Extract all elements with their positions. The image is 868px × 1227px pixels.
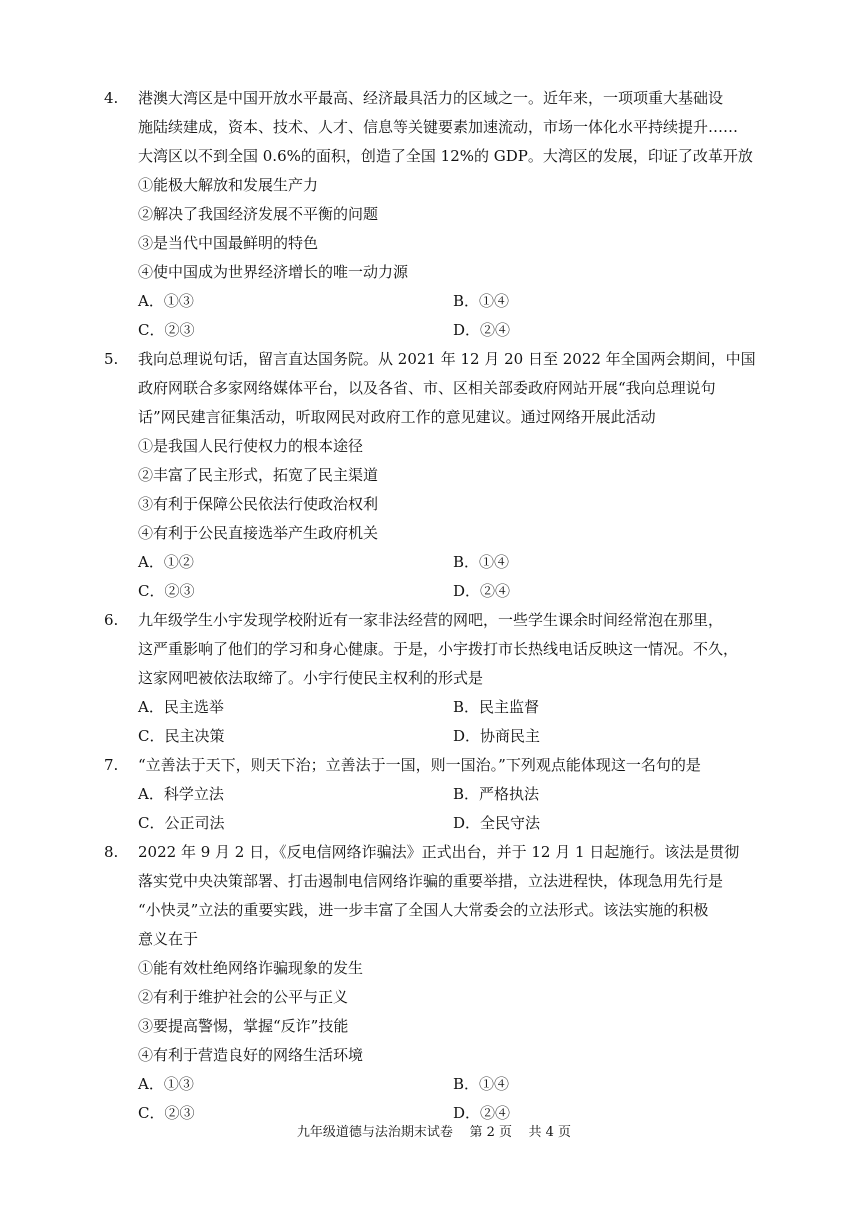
answer-option: B．民主监督 xyxy=(453,698,540,716)
statement-item: ②解决了我国经济发展不平衡的问题 xyxy=(138,205,379,223)
answer-option: C．②③ xyxy=(138,1104,195,1122)
question-5 xyxy=(104,345,768,606)
statement-item: ②丰富了民主形式，拓宽了民主渠道 xyxy=(138,466,379,484)
answer-option: A．科学立法 xyxy=(138,785,224,803)
answer-option: B．①④ xyxy=(453,292,510,310)
option-row xyxy=(138,780,768,809)
answer-option: D．全民守法 xyxy=(453,814,541,832)
option-row xyxy=(138,722,768,751)
question-7 xyxy=(104,751,768,838)
stem-line: 这家网吧被依法取缔了。小宇行使民主权利的形式是 xyxy=(138,669,484,687)
question-body xyxy=(138,838,768,1128)
answer-option: D．②④ xyxy=(453,582,511,600)
question-stem xyxy=(138,751,768,780)
option-row xyxy=(138,577,768,606)
stem-line: 大湾区以不到全国 0.6%的面积，创造了全国 12%的 GDP。大湾区的发展，印证了改革开放 xyxy=(138,147,753,165)
answer-option: B．①④ xyxy=(453,1075,510,1093)
statement-item: ③要提高警惕，掌握“反诈”技能 xyxy=(138,1017,349,1035)
answer-option: C．民主决策 xyxy=(138,727,225,745)
option-row xyxy=(138,548,768,577)
stem-line: 九年级学生小宇发现学校附近有一家非法经营的网吧，一些学生课余时间经常泡在那里， xyxy=(138,611,724,629)
option-row xyxy=(138,693,768,722)
statement-item: ③有利于保障公民依法行使政治权利 xyxy=(138,495,379,513)
question-stem xyxy=(138,345,768,432)
answer-option: C．②③ xyxy=(138,321,195,339)
option-row xyxy=(138,809,768,838)
stem-line: 政府网联合多家网络媒体平台，以及各省、市、区相关部委政府网站开展“我向总理说句 xyxy=(138,379,716,397)
stem-line: 话”网民建言征集活动，听取网民对政府工作的意见建议。通过网络开展此活动 xyxy=(138,408,656,426)
statement-item: ①是我国人民行使权力的根本途径 xyxy=(138,437,364,455)
answer-option: A．①② xyxy=(138,553,194,571)
answer-option: C．公正司法 xyxy=(138,814,225,832)
stem-line: 意义在于 xyxy=(138,930,199,948)
question-number: 4. xyxy=(104,89,119,107)
question-4 xyxy=(104,84,768,345)
option-row xyxy=(138,287,768,316)
answer-option: D．②④ xyxy=(453,321,511,339)
option-row xyxy=(138,316,768,345)
stem-line: 这严重影响了他们的学习和身心健康。于是，小宇拨打市长热线电话反映这一情况。不久， xyxy=(138,640,739,658)
answer-option: B．①④ xyxy=(453,553,510,571)
stem-line: “小快灵”立法的重要实践，进一步丰富了全国人大常委会的立法形式。该法实施的积极 xyxy=(138,901,709,919)
page-footer: 九年级道德与法治期末试卷 第 2 页 共 4 页 xyxy=(296,1125,572,1140)
question-number: 7. xyxy=(104,756,119,774)
question-number: 5. xyxy=(104,350,119,368)
option-row xyxy=(138,1070,768,1099)
answer-option: C．②③ xyxy=(138,582,195,600)
question-6 xyxy=(104,606,768,751)
question-stem xyxy=(138,84,768,171)
question-stem xyxy=(138,606,768,693)
stem-line: 港澳大湾区是中国开放水平最高、经济最具活力的区域之一。近年来，一项项重大基础设 xyxy=(138,89,724,107)
statement-item: ④有利于公民直接选举产生政府机关 xyxy=(138,524,379,542)
statement-item: ④使中国成为世界经济增长的唯一动力源 xyxy=(138,263,409,281)
answer-option: A．①③ xyxy=(138,1075,194,1093)
statement-item: ①能有效杜绝网络诈骗现象的发生 xyxy=(138,959,364,977)
stem-line: 落实党中央决策部署、打击遏制电信网络诈骗的重要举措，立法进程快，体现急用先行是 xyxy=(138,872,724,890)
question-list xyxy=(104,84,768,1128)
answer-option: A．民主选举 xyxy=(138,698,224,716)
question-body xyxy=(138,345,768,606)
question-number: 8. xyxy=(104,843,119,861)
answer-option: D．②④ xyxy=(453,1104,511,1122)
question-body xyxy=(138,84,768,345)
answer-option: B．严格执法 xyxy=(453,785,540,803)
question-8 xyxy=(104,838,768,1128)
stem-line: 我向总理说句话，留言直达国务院。从 2021 年 12 月 20 日至 2022 年全国两会期间，中国 xyxy=(138,350,756,368)
statement-item: ③是当代中国最鲜明的特色 xyxy=(138,234,319,252)
question-body xyxy=(138,606,768,751)
stem-line: 2022 年 9 月 2 日，《反电信网络诈骗法》正式出台，并于 12 月 1 日起施行。该法是贯彻 xyxy=(138,843,740,861)
statement-item: ①能极大解放和发展生产力 xyxy=(138,176,319,194)
answer-option: D．协商民主 xyxy=(453,727,541,745)
answer-option: A．①③ xyxy=(138,292,194,310)
question-body xyxy=(138,751,768,838)
question-stem xyxy=(138,838,768,954)
question-number: 6. xyxy=(104,611,119,629)
statement-item: ④有利于营造良好的网络生活环境 xyxy=(138,1046,364,1064)
stem-line: 施陆续建成，资本、技术、人才、信息等关键要素加速流动，市场一体化水平持续提升…… xyxy=(138,118,739,136)
statement-item: ②有利于维护社会的公平与正义 xyxy=(138,988,349,1006)
stem-line: “立善法于天下，则天下治；立善法于一国，则一国治。”下列观点能体现这一名句的是 xyxy=(138,756,701,774)
